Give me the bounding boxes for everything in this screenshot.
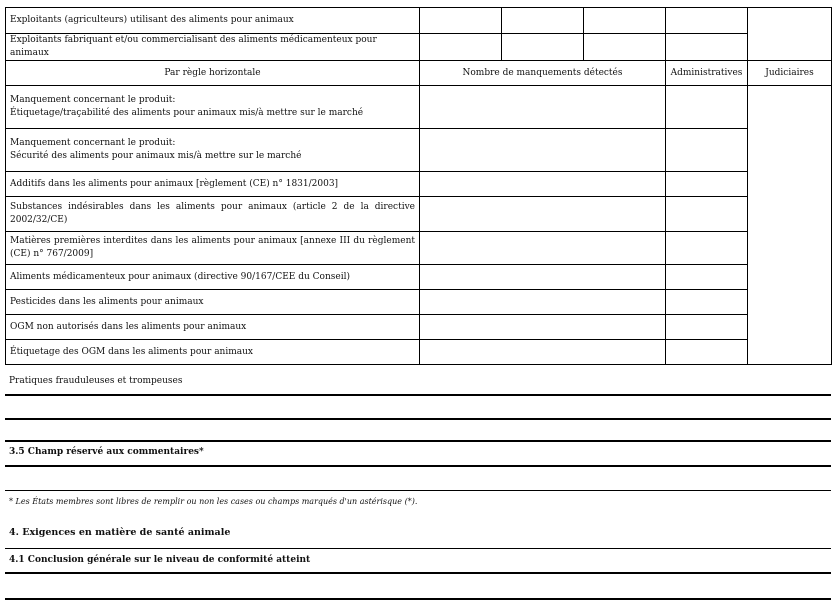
count-cell [420, 197, 666, 232]
operator-label: Exploitants (agriculteurs) utilisant des aliments pour animaux [6, 8, 420, 34]
rule-label: Matières premières interdites dans les aliments pour animaux [annexe III du règlement (CE) n° 767/2009] [6, 232, 420, 265]
administrative-cell [666, 172, 748, 197]
rule-label-line1: Manquement concernant le produit: [10, 138, 176, 149]
administrative-cell [666, 197, 748, 232]
administrative-cell [666, 290, 748, 315]
judicial-cell [748, 86, 832, 365]
table-row [6, 172, 832, 197]
rule-label: Étiquetage des OGM dans les aliments pour animaux [6, 340, 420, 365]
footnote-rule [5, 490, 831, 491]
count-cell [420, 340, 666, 365]
table-cell [420, 8, 502, 34]
table-cell [584, 34, 666, 61]
table-row [6, 315, 832, 340]
rule-label: Pesticides dans les aliments pour animaux [6, 290, 420, 315]
table-row [6, 197, 832, 232]
administrative-cell [666, 265, 748, 290]
table-cell [502, 8, 584, 34]
table-row [6, 86, 832, 129]
administrative-cell [666, 232, 748, 265]
count-cell [420, 232, 666, 265]
footnote: * Les États membres sont libres de remplir ou non les cases ou champs marqués d'un astérisque (*). [9, 497, 418, 506]
count-cell [420, 86, 666, 129]
rule-label: Aliments médicamenteux pour animaux (directive 90/167/CEE du Conseil) [6, 265, 420, 290]
rule-label-line2: Sécurité des aliments pour animaux mis/à mettre sur le marché [10, 151, 302, 162]
table-row [6, 290, 832, 315]
operator-row [6, 8, 832, 34]
rule-label: Additifs dans les aliments pour animaux [règlement (CE) n° 1831/2003] [6, 172, 420, 197]
rule-label-line2: Étiquetage/traçabilité des aliments pour animaux mis/à mettre sur le marché [10, 108, 364, 119]
header-count: Nombre de manquements détectés [420, 61, 666, 86]
count-cell [420, 172, 666, 197]
table-cell [666, 34, 748, 61]
rule-line [5, 548, 831, 549]
rule-line [5, 598, 831, 600]
rule-label [6, 129, 420, 172]
header-rule: Par règle horizontale [6, 61, 420, 86]
administrative-cell [666, 315, 748, 340]
section-4-heading: 4. Exigences en matière de santé animale [9, 527, 231, 538]
rule-label: Substances indésirables dans les aliments pour animaux (article 2 de la directive 2002/32/CE) [6, 197, 420, 232]
table-cell [584, 8, 666, 34]
operator-label: Exploitants fabriquant et/ou commercialisant des aliments médicamenteux pour animaux [6, 34, 420, 61]
fraud-practices-label: Pratiques frauduleuses et trompeuses [9, 376, 183, 386]
rule-line [5, 572, 831, 574]
count-cell [420, 290, 666, 315]
rule-line [5, 418, 831, 420]
administrative-cell [666, 340, 748, 365]
section-3-5-heading: 3.5 Champ réservé aux commentaires* [9, 447, 204, 457]
header-administrative: Administratives [666, 61, 748, 86]
table-cell [420, 34, 502, 61]
section-4-1-heading: 4.1 Conclusion générale sur le niveau de conformité atteint [9, 555, 311, 565]
rule-label [6, 86, 420, 129]
table-row [6, 340, 832, 365]
table-row [6, 129, 832, 172]
count-cell [420, 129, 666, 172]
rule-line [5, 440, 831, 442]
administrative-cell [666, 129, 748, 172]
rule-line [5, 465, 831, 467]
rule-label-line1: Manquement concernant le produit: [10, 95, 176, 106]
table-row [6, 232, 832, 265]
operator-row [6, 34, 832, 61]
table-row [6, 265, 832, 290]
nonconformity-table [5, 7, 832, 365]
administrative-cell [666, 86, 748, 129]
count-cell [420, 265, 666, 290]
table-cell [666, 8, 748, 34]
table-cell [748, 8, 832, 61]
count-cell [420, 315, 666, 340]
header-judicial: Judiciaires [748, 61, 832, 86]
rule-line [5, 394, 831, 396]
rule-label: OGM non autorisés dans les aliments pour animaux [6, 315, 420, 340]
table-header-row [6, 61, 832, 86]
table-cell [502, 34, 584, 61]
